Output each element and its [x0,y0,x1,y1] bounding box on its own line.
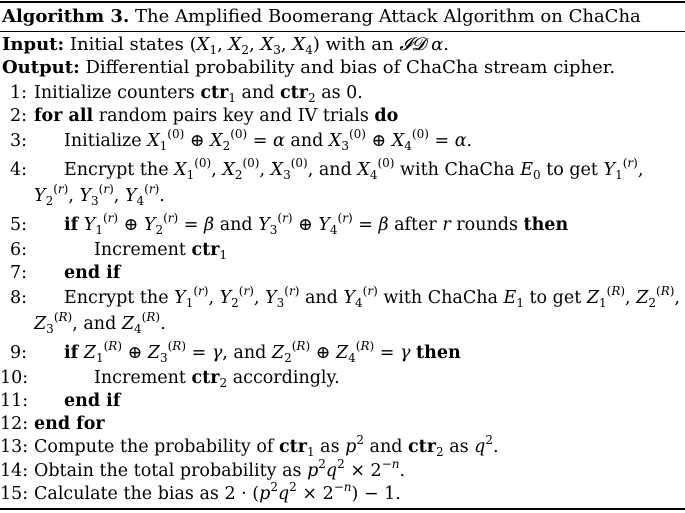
line-text: $Y_2^{(r)}$, $Y_3^{(r)}$, $Y_4^{(r)}$. [34,182,165,208]
line-text: Encrypt the $Y_1^{(r)}$, $Y_2^{(r)}$, $Y_3^{(r)}$ and $Y_4^{(r)}$ with ChaCha $E_1$ to get $Z_1^{(R)}$, $Z_2^{(R)}$, [64,284,680,310]
line-number: 2: [9,106,27,126]
line-number: 1: [9,83,27,103]
bottom-rule [0,508,685,510]
line-text: if $Y_1^{(r)}$ ⊕ $Y_2^{(r)} = \beta$ and $Y_3^{(r)}$ ⊕ $Y_4^{(r)} = \beta$ after r rounds then [64,211,569,237]
input-text: Initial states ($X_1$, $X_2$, $X_3$, $X_4$) with an 𝓘𝓓 α. [69,34,449,57]
line-text: end if [64,391,121,411]
line-number: 10: [0,368,29,388]
line-number: 6: [9,240,27,260]
line-number: 13: [0,437,29,457]
line-number: 9: [9,343,27,363]
line-number: 12: [0,414,29,434]
caption-label: Algorithm 3. [2,6,130,27]
line-text: Compute the probability of ctr$_1$ as $p^2$ and ctr$_2$ as $q^2$. [34,433,499,459]
output-text: Differential probability and bias of ChaCha stream cipher. [85,57,616,78]
line-text: Encrypt the $X_1^{(0)}$, $X_2^{(0)}$, $X_3^{(0)}$, and $X_4^{(0)}$ with ChaCha $E_0$ to get $Y_1^{(r)}$, [64,156,644,182]
line-text: Initialize $X_1^{(0)}$ ⊕ $X_2^{(0)} = \alpha$ and $X_3^{(0)}$ ⊕ $X_4^{(0)} = \alpha$. [64,127,473,153]
line-text: for all random pairs key and IV trials do [34,106,399,126]
line-text: Increment ctr$_2$ accordingly. [94,368,340,390]
line-number: 11: [0,391,29,411]
line-text: end for [34,414,105,434]
algorithm-caption [2,6,641,27]
line-number: 7: [9,263,27,283]
line-number: 4: [9,160,27,180]
top-rule [0,1,685,3]
caption-title: The Amplified Boomerang Attack Algorithm on ChaCha [134,6,641,27]
input-label: Input: [2,34,65,55]
line-number: 8: [9,288,27,308]
output-line [2,57,615,78]
line-number: 15: [0,484,29,504]
caption-rule [0,31,685,32]
line-number: 14: [0,461,29,481]
line-number: 5: [9,215,27,235]
line-text: Increment ctr$_1$ [94,240,228,262]
output-label: Output: [2,57,80,78]
line-number: 3: [9,131,27,151]
line-text: Initialize counters ctr$_1$ and ctr$_2$ as 0. [34,83,363,105]
line-text: if $Z_1^{(R)}$ ⊕ $Z_3^{(R)} = \gamma$, and $Z_2^{(R)}$ ⊕ $Z_4^{(R)} = \gamma$ then [64,339,461,365]
line-text: $Z_3^{(R)}$, and $Z_4^{(R)}$. [34,310,166,336]
line-text: end if [64,263,121,283]
input-line [2,34,449,55]
line-text: Obtain the total probability as $p^2q^2 \times 2^{-n}$. [34,457,406,481]
line-text: Calculate the bias as $2 \cdot (p^2q^2 \times 2^{-n}) - 1$. [34,480,401,504]
